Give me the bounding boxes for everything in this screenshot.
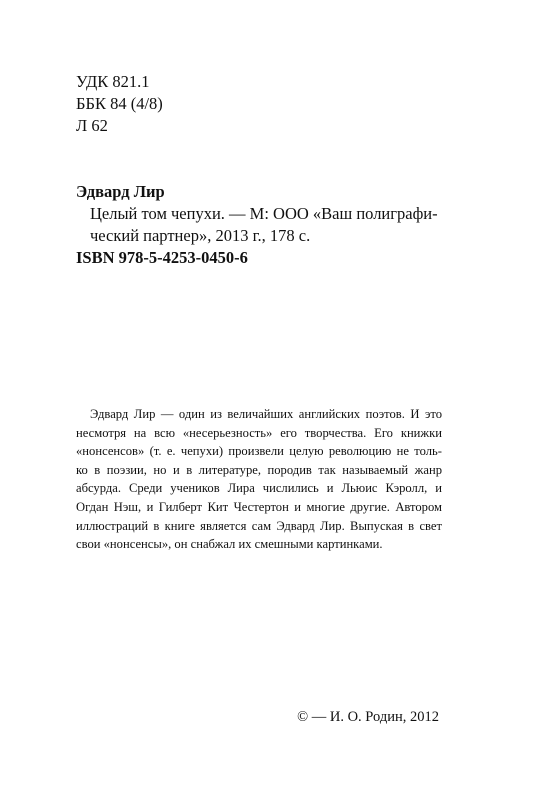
isbn: ISBN 978-5-4253-0450-6 (76, 248, 248, 267)
annotation-line: абсурда. Среди учеников Лира числились и Льюис Кэролл, и (76, 481, 442, 496)
udk-code: УДК 821.1 (76, 72, 150, 91)
copyright-notice: © — И. О. Родин, 2012 (297, 709, 439, 725)
annotation-line: несмотря на всю «несерьезность» его творчества. Его книжки (76, 425, 442, 440)
annotation-line: иллюстраций в книге является сам Эдвард Лир. Выпуская в свет (76, 518, 442, 533)
annotation-line: Эдвард Лир — один из величайших английских поэтов. И это (90, 407, 442, 421)
bbk-code: ББК 84 (4/8) (76, 94, 163, 113)
annotation (76, 405, 442, 554)
bibliographic-description (76, 203, 446, 247)
description-line: ческий партнер», 2013 г., 178 с. (90, 226, 311, 245)
description-line: Целый том чепухи. — М: ООО «Ваш полиграфи- (90, 204, 438, 223)
annotation-line: «нонсенсов» (т. е. чепухи) произвели целую революцию не толь- (76, 444, 442, 459)
annotation-line: Огдан Нэш, и Гилберт Кит Честертон и многие другие. Автором (76, 499, 442, 514)
annotation-line: ко в поэзии, но и в литературе, породив так называемый жанр (76, 462, 442, 477)
classification-block (76, 71, 163, 137)
author-sign: Л 62 (76, 116, 108, 135)
annotation-line: свои «нонсенсы», он снабжал их смешными картинками. (76, 537, 383, 552)
bibliographic-record (76, 181, 446, 269)
author-name: Эдвард Лир (76, 182, 165, 201)
